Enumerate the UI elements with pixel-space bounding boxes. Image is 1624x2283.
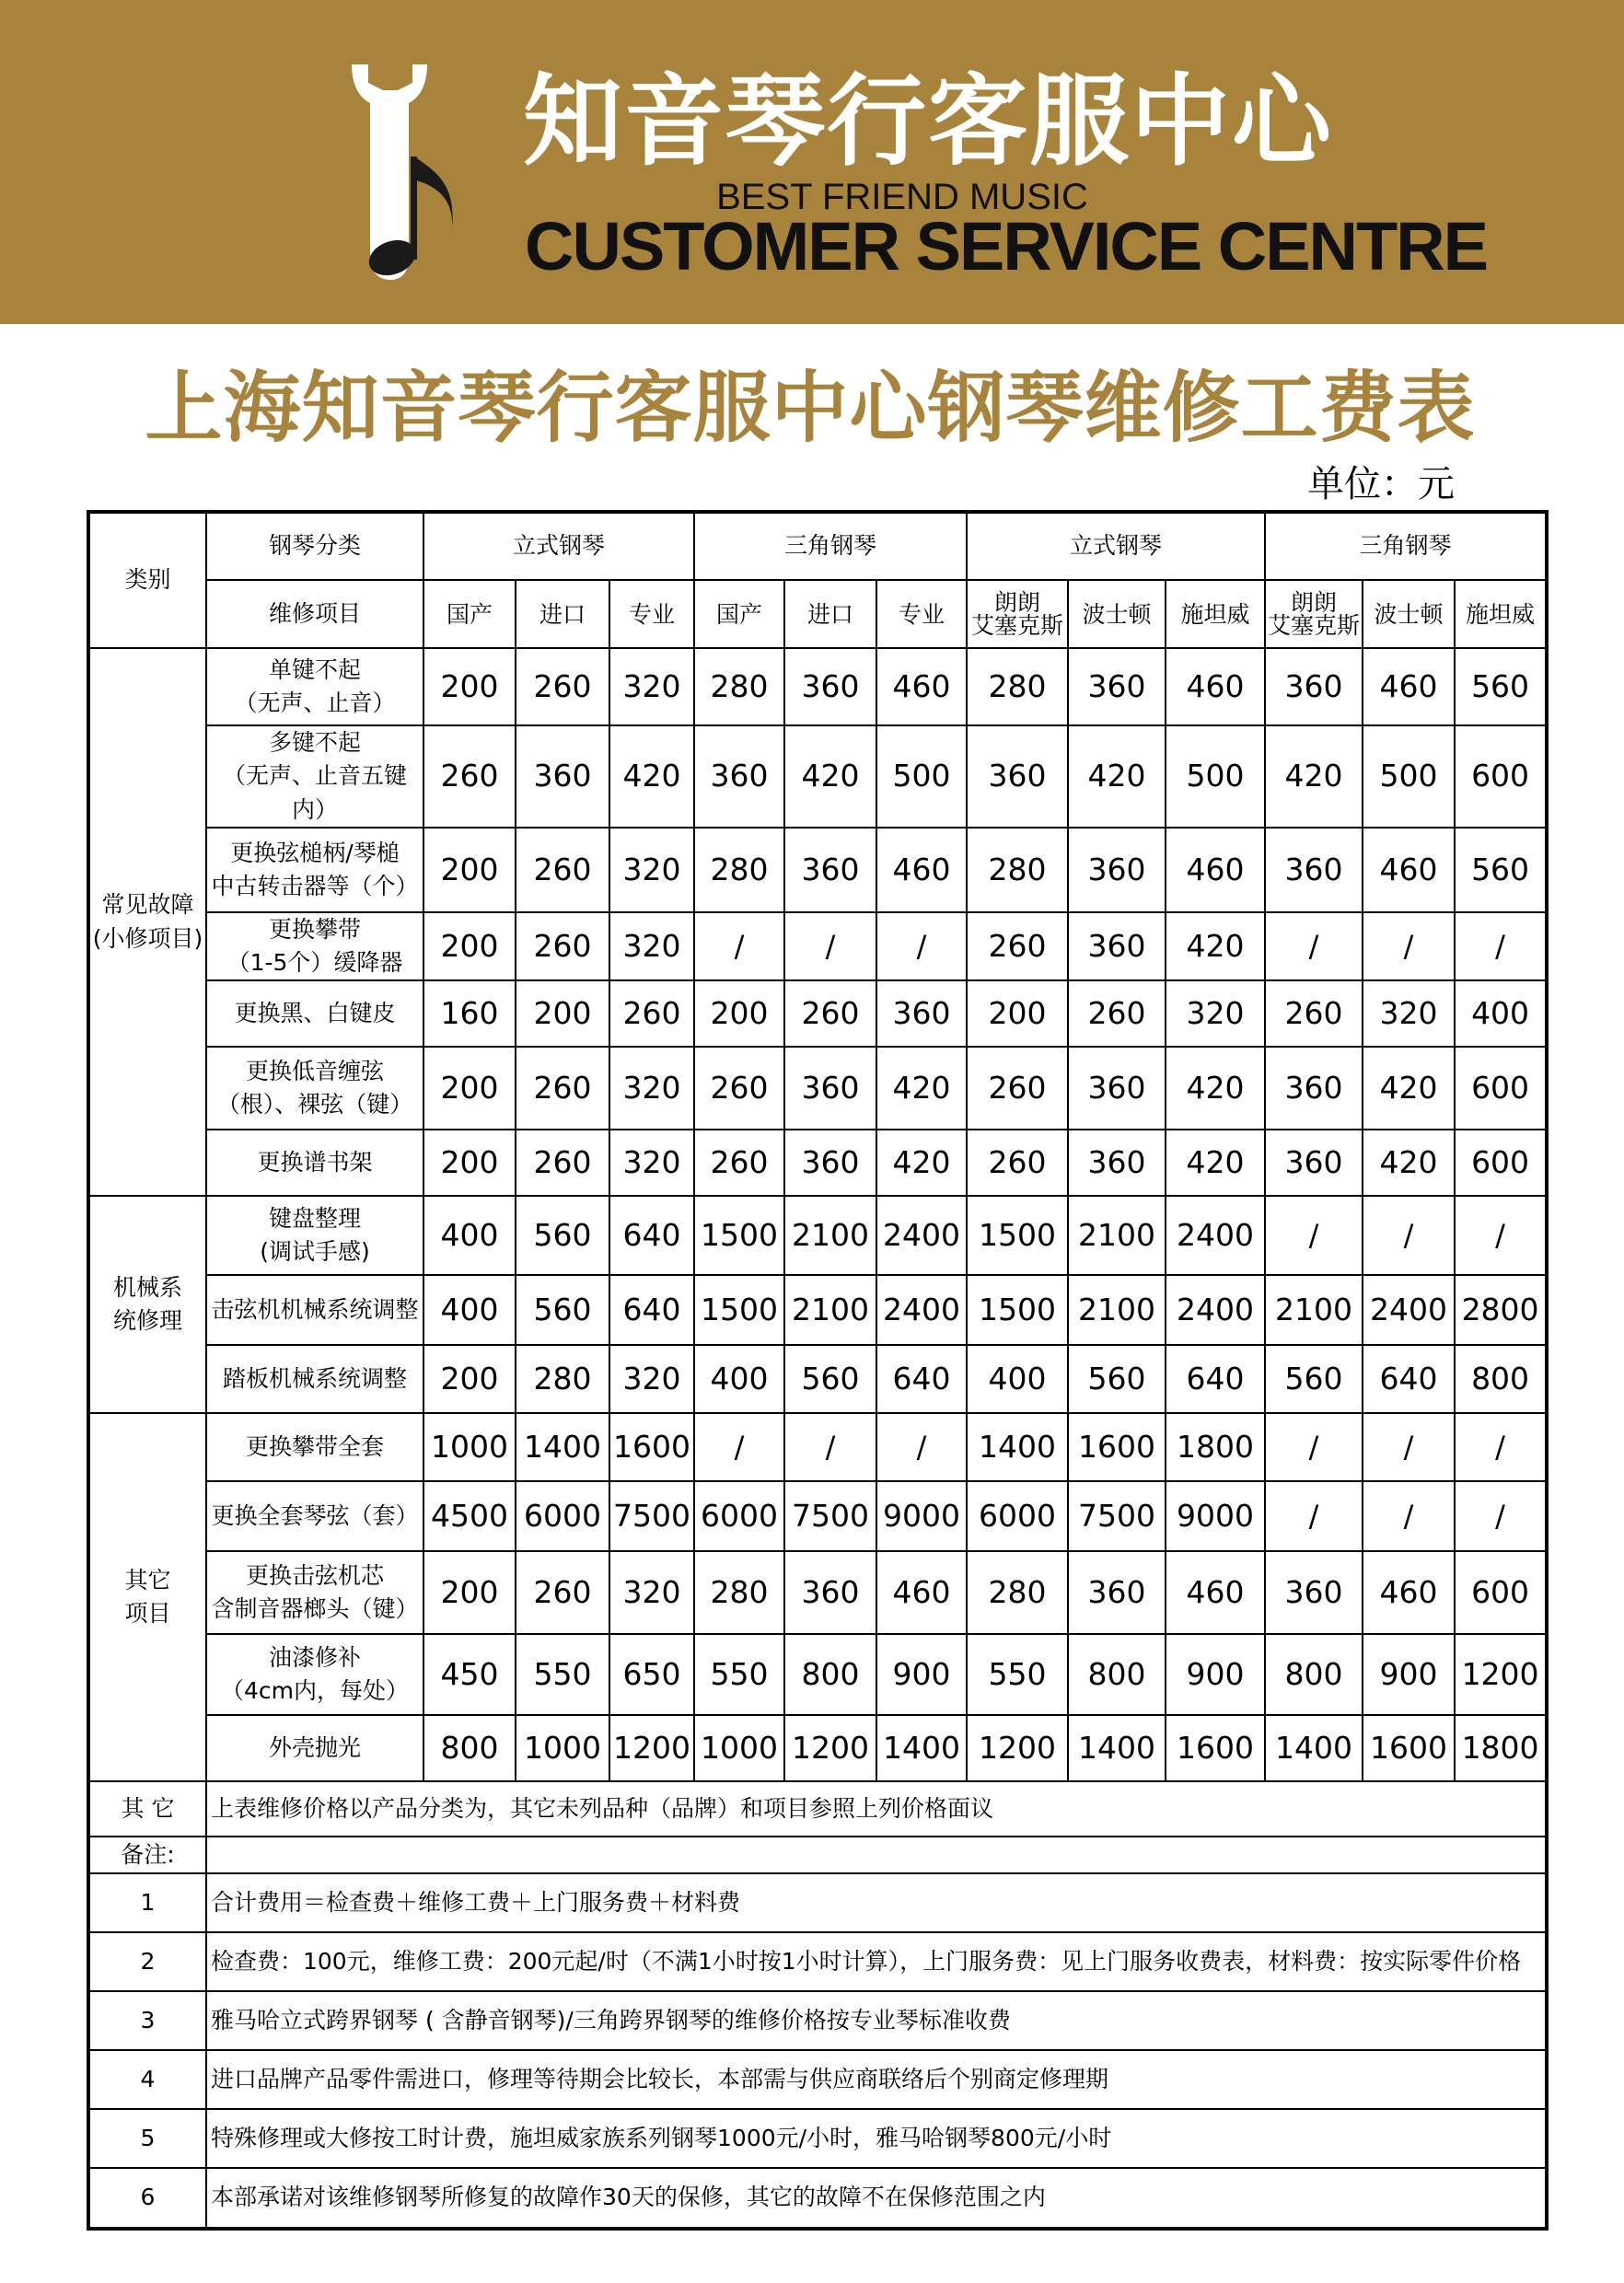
price-cell: 420 <box>1265 725 1363 828</box>
price-cell: 320 <box>609 648 694 725</box>
price-cell: 360 <box>784 1130 876 1196</box>
unit-label: 单位：元 <box>1307 463 1455 505</box>
price-cell: 460 <box>1166 1551 1265 1634</box>
table-row <box>88 2109 1547 2168</box>
price-cell: 200 <box>423 1130 516 1196</box>
price-cell: 6000 <box>516 1481 609 1551</box>
price-cell: 800 <box>423 1715 516 1781</box>
remarks-label: 备注: <box>88 1837 206 1873</box>
price-cell: 400 <box>423 1196 516 1275</box>
price-cell: 1200 <box>609 1715 694 1781</box>
price-cell: 640 <box>1166 1345 1265 1413</box>
table-row <box>88 1196 1547 1275</box>
note-number: 4 <box>88 2050 206 2109</box>
note-text: 特殊修理或大修按工时计费，施坦威家族系列钢琴1000元/小时，雅马哈钢琴800元/小时 <box>206 2109 1547 2168</box>
table-row <box>88 1634 1547 1715</box>
price-cell: 900 <box>1166 1634 1265 1715</box>
price-cell: 560 <box>1455 648 1547 725</box>
price-cell: 360 <box>784 1047 876 1130</box>
price-cell: 9000 <box>1166 1481 1265 1551</box>
price-cell: 260 <box>609 980 694 1047</box>
price-cell: 1500 <box>967 1275 1068 1345</box>
price-cell: 260 <box>516 1551 609 1634</box>
price-cell: 1400 <box>876 1715 967 1781</box>
repair-item-label: 更换谱书架 <box>206 1130 423 1196</box>
price-cell: 1400 <box>1265 1715 1363 1781</box>
table-row <box>88 2168 1547 2229</box>
page-title: 上海知音琴行客服中心钢琴维修工费表 <box>145 363 1476 453</box>
price-cell: 360 <box>1265 1130 1363 1196</box>
repair-item-header: 维修项目 <box>206 580 423 648</box>
price-cell: 420 <box>1068 725 1166 828</box>
brand-english-line1: BEST FRIEND MUSIC <box>716 177 1088 217</box>
piano-group-header: 立式钢琴 <box>423 512 694 580</box>
price-cell: 1200 <box>967 1715 1068 1781</box>
brand-subheader: 波士顿 <box>1363 580 1455 648</box>
price-cell: 320 <box>609 1345 694 1413</box>
price-cell: 200 <box>967 980 1068 1047</box>
price-cell: 420 <box>1166 1047 1265 1130</box>
price-cell: / <box>1265 1196 1363 1275</box>
table-row <box>88 580 1547 648</box>
price-cell: 7500 <box>784 1481 876 1551</box>
price-cell: 2400 <box>876 1196 967 1275</box>
other-label: 其 它 <box>88 1781 206 1837</box>
price-cell: / <box>1363 912 1455 981</box>
price-cell: 2100 <box>784 1196 876 1275</box>
price-cell: / <box>1363 1196 1455 1275</box>
price-cell: 320 <box>1166 980 1265 1047</box>
price-cell: 1000 <box>516 1715 609 1781</box>
price-cell: 460 <box>1363 1551 1455 1634</box>
price-cell: 550 <box>694 1634 784 1715</box>
price-cell: / <box>1363 1413 1455 1481</box>
price-cell: 260 <box>1265 980 1363 1047</box>
table-row <box>88 1932 1547 1991</box>
price-cell: 260 <box>516 828 609 912</box>
price-cell: 400 <box>423 1275 516 1345</box>
price-cell: 1600 <box>1068 1413 1166 1481</box>
table-row <box>88 1047 1547 1130</box>
table-row <box>88 980 1547 1047</box>
price-cell: 460 <box>1166 828 1265 912</box>
price-cell: 800 <box>1068 1634 1166 1715</box>
repair-item-label: 更换黑、白键皮 <box>206 980 423 1047</box>
price-cell: 460 <box>1166 648 1265 725</box>
price-cell: 280 <box>694 648 784 725</box>
repair-item-label: 外壳抛光 <box>206 1715 423 1781</box>
brand-subheader: 朗朗 艾塞克斯 <box>1265 580 1363 648</box>
price-cell: 360 <box>1265 828 1363 912</box>
price-cell: 560 <box>1455 828 1547 912</box>
brand-subheader: 进口 <box>516 580 609 648</box>
category-column-header: 类别 <box>88 512 206 648</box>
price-cell: 360 <box>1068 1130 1166 1196</box>
note-text: 合计费用＝检查费＋维修工费＋上门服务费＋材料费 <box>206 1873 1547 1932</box>
price-cell: 320 <box>609 1551 694 1634</box>
price-cell: 500 <box>876 725 967 828</box>
table-row <box>88 1413 1547 1481</box>
price-cell: 560 <box>516 1275 609 1345</box>
price-cell: 200 <box>423 912 516 981</box>
price-cell: 1000 <box>694 1715 784 1781</box>
price-cell: 9000 <box>876 1481 967 1551</box>
price-cell: 260 <box>784 980 876 1047</box>
price-cell: 320 <box>609 912 694 981</box>
price-cell: 260 <box>694 1130 784 1196</box>
brand-subheader: 波士顿 <box>1068 580 1166 648</box>
price-cell: 360 <box>784 648 876 725</box>
price-cell: / <box>784 912 876 981</box>
price-cell: 280 <box>967 648 1068 725</box>
price-cell: 260 <box>967 1130 1068 1196</box>
table-row <box>88 648 1547 725</box>
price-cell: 1600 <box>609 1413 694 1481</box>
price-cell: 1500 <box>694 1275 784 1345</box>
price-cell: 360 <box>694 725 784 828</box>
price-cell: 360 <box>1265 648 1363 725</box>
table-row <box>88 1130 1547 1196</box>
price-cell: 2100 <box>1265 1275 1363 1345</box>
table-row <box>88 912 1547 981</box>
price-cell: 1500 <box>694 1196 784 1275</box>
price-cell: 360 <box>1068 828 1166 912</box>
brand-chinese-name: 知音琴行客服中心 <box>523 64 1334 180</box>
table-row <box>88 1481 1547 1551</box>
table-row <box>88 1873 1547 1932</box>
section-label: 其它 项目 <box>88 1413 206 1781</box>
price-cell: 320 <box>609 1130 694 1196</box>
table-row <box>88 1715 1547 1781</box>
price-cell: 7500 <box>609 1481 694 1551</box>
price-cell: 260 <box>967 1047 1068 1130</box>
other-text: 上表维修价格以产品分类为，其它未列品种（品牌）和项目参照上列价格面议 <box>206 1781 1547 1837</box>
price-cell: / <box>1265 1413 1363 1481</box>
price-cell: 6000 <box>967 1481 1068 1551</box>
price-cell: 400 <box>967 1345 1068 1413</box>
price-cell: 6000 <box>694 1481 784 1551</box>
repair-item-label: 单键不起 （无声、止音） <box>206 648 423 725</box>
price-cell: 200 <box>694 980 784 1047</box>
piano-group-header: 三角钢琴 <box>1265 512 1547 580</box>
price-cell: 420 <box>1363 1047 1455 1130</box>
price-cell: 1800 <box>1455 1715 1547 1781</box>
price-cell: 460 <box>876 648 967 725</box>
repair-item-label: 更换低音缠弦 （根）、裸弦（键） <box>206 1047 423 1130</box>
price-cell: 280 <box>694 828 784 912</box>
price-cell: 1400 <box>516 1413 609 1481</box>
price-cell: 420 <box>1166 1130 1265 1196</box>
price-cell: 320 <box>609 1047 694 1130</box>
price-cell: 280 <box>694 1551 784 1634</box>
price-cell: 560 <box>1068 1345 1166 1413</box>
table-row <box>88 512 1547 580</box>
price-table <box>87 510 1549 2231</box>
price-cell: 360 <box>967 725 1068 828</box>
brand-subheader: 施坦威 <box>1166 580 1265 648</box>
brand-subheader: 专业 <box>876 580 967 648</box>
price-cell: 420 <box>784 725 876 828</box>
piano-group-header: 立式钢琴 <box>967 512 1265 580</box>
price-cell: 1000 <box>423 1413 516 1481</box>
note-number: 3 <box>88 1991 206 2050</box>
price-cell: 420 <box>876 1130 967 1196</box>
wrench-music-note-icon <box>342 57 471 287</box>
price-cell: 260 <box>516 912 609 981</box>
table-row <box>88 1275 1547 1345</box>
price-cell: 320 <box>1363 980 1455 1047</box>
price-cell: 900 <box>1363 1634 1455 1715</box>
repair-item-label: 更换攀带 （1-5个）缓降器 <box>206 912 423 981</box>
price-cell: 360 <box>1265 1047 1363 1130</box>
price-cell: 260 <box>516 1047 609 1130</box>
price-cell: 280 <box>967 1551 1068 1634</box>
price-cell: / <box>694 1413 784 1481</box>
price-cell: 2800 <box>1455 1275 1547 1345</box>
price-cell: 2400 <box>1363 1275 1455 1345</box>
price-cell: 2100 <box>1068 1196 1166 1275</box>
brand-subheader: 进口 <box>784 580 876 648</box>
price-cell: 1400 <box>1068 1715 1166 1781</box>
price-cell: 800 <box>784 1634 876 1715</box>
price-cell: 1200 <box>1455 1634 1547 1715</box>
price-cell: 360 <box>1068 1551 1166 1634</box>
section-label: 机械系 统修理 <box>88 1196 206 1413</box>
price-cell: 1200 <box>784 1715 876 1781</box>
repair-item-label: 踏板机械系统调整 <box>206 1345 423 1413</box>
table-row <box>88 1551 1547 1634</box>
header-banner <box>0 0 1624 324</box>
price-cell: 640 <box>1363 1345 1455 1413</box>
price-cell: 560 <box>1265 1345 1363 1413</box>
note-text: 雅马哈立式跨界钢琴 ( 含静音钢琴)/三角跨界钢琴的维修价格按专业琴标准收费 <box>206 1991 1547 2050</box>
price-cell: 200 <box>516 980 609 1047</box>
brand-subheader: 施坦威 <box>1455 580 1547 648</box>
brand-subheader: 专业 <box>609 580 694 648</box>
price-cell: 200 <box>423 1047 516 1130</box>
price-cell: 360 <box>784 828 876 912</box>
section-label: 常见故障 (小修项目) <box>88 648 206 1196</box>
price-cell: 500 <box>1166 725 1265 828</box>
price-cell: 460 <box>876 828 967 912</box>
price-cell: 450 <box>423 1634 516 1715</box>
price-cell: 360 <box>1068 1047 1166 1130</box>
price-cell: 600 <box>1455 725 1547 828</box>
piano-group-header: 三角钢琴 <box>694 512 967 580</box>
price-cell: 2400 <box>1166 1196 1265 1275</box>
brand-english-line2: CUSTOMER SERVICE CENTRE <box>525 208 1487 284</box>
repair-item-label: 更换弦槌柄/琴槌 中古转击器等（个） <box>206 828 423 912</box>
price-cell: 460 <box>1363 828 1455 912</box>
note-number: 2 <box>88 1932 206 1991</box>
price-cell: 460 <box>876 1551 967 1634</box>
table-row <box>88 1781 1547 1837</box>
price-cell: / <box>784 1413 876 1481</box>
note-number: 6 <box>88 2168 206 2229</box>
note-number: 5 <box>88 2109 206 2168</box>
price-cell: 260 <box>694 1047 784 1130</box>
price-cell: / <box>1455 1196 1547 1275</box>
price-cell: 260 <box>516 648 609 725</box>
price-cell: 360 <box>1265 1551 1363 1634</box>
price-cell: / <box>1455 1481 1547 1551</box>
table-row <box>88 725 1547 828</box>
price-cell: 500 <box>1363 725 1455 828</box>
price-cell: 260 <box>516 1130 609 1196</box>
table-row <box>88 1345 1547 1413</box>
price-cell: 160 <box>423 980 516 1047</box>
price-cell: 360 <box>516 725 609 828</box>
brand-subheader: 国产 <box>423 580 516 648</box>
price-cell: 360 <box>876 980 967 1047</box>
price-cell: 560 <box>784 1345 876 1413</box>
price-cell: 420 <box>1166 912 1265 981</box>
price-cell: 1600 <box>1363 1715 1455 1781</box>
price-cell: 800 <box>1455 1345 1547 1413</box>
price-cell: 600 <box>1455 1130 1547 1196</box>
price-cell: 640 <box>876 1345 967 1413</box>
note-text: 本部承诺对该维修钢琴所修复的故障作30天的保修，其它的故障不在保修范围之内 <box>206 2168 1547 2229</box>
price-cell: 640 <box>609 1196 694 1275</box>
repair-item-label: 多键不起 （无声、止音五键内） <box>206 725 423 828</box>
repair-item-label: 更换攀带全套 <box>206 1413 423 1481</box>
price-cell: 280 <box>967 828 1068 912</box>
price-cell: 1400 <box>967 1413 1068 1481</box>
price-cell: 320 <box>609 828 694 912</box>
price-cell: 360 <box>784 1551 876 1634</box>
price-cell: 2100 <box>1068 1275 1166 1345</box>
repair-item-label: 更换击弦机芯 含制音器榔头（键） <box>206 1551 423 1634</box>
price-cell: 200 <box>423 1551 516 1634</box>
note-text: 检查费：100元，维修工费：200元起/时（不满1小时按1小时计算），上门服务费：见上门服务收费表，材料费：按实际零件价格 <box>206 1932 1547 1991</box>
price-cell: 280 <box>516 1345 609 1413</box>
brand-subheader: 朗朗 艾塞克斯 <box>967 580 1068 648</box>
price-cell: / <box>876 1413 967 1481</box>
price-cell: 900 <box>876 1634 967 1715</box>
brand-subheader: 国产 <box>694 580 784 648</box>
price-cell: 360 <box>1068 648 1166 725</box>
price-cell: 400 <box>1455 980 1547 1047</box>
price-cell: 1600 <box>1166 1715 1265 1781</box>
price-cell: 2400 <box>1166 1275 1265 1345</box>
price-cell: 1800 <box>1166 1413 1265 1481</box>
price-cell: / <box>694 912 784 981</box>
price-cell: 800 <box>1265 1634 1363 1715</box>
table-row <box>88 828 1547 912</box>
price-cell: 420 <box>876 1047 967 1130</box>
table-row <box>88 1837 1547 1873</box>
price-cell: 1500 <box>967 1196 1068 1275</box>
price-cell: / <box>1455 1413 1547 1481</box>
repair-item-label: 更换全套琴弦（套） <box>206 1481 423 1551</box>
price-cell: 260 <box>967 912 1068 981</box>
price-cell: 360 <box>1068 912 1166 981</box>
price-cell: / <box>1265 912 1363 981</box>
table-row <box>88 1991 1547 2050</box>
note-number: 1 <box>88 1873 206 1932</box>
price-cell: 640 <box>609 1275 694 1345</box>
price-cell: 200 <box>423 828 516 912</box>
price-cell: / <box>876 912 967 981</box>
note-text: 进口品牌产品零件需进口，修理等待期会比较长，本部需与供应商联络后个别商定修理期 <box>206 2050 1547 2109</box>
price-cell: 550 <box>516 1634 609 1715</box>
price-cell: 7500 <box>1068 1481 1166 1551</box>
price-cell: / <box>1265 1481 1363 1551</box>
price-cell: 600 <box>1455 1047 1547 1130</box>
price-cell: 650 <box>609 1634 694 1715</box>
remarks-spacer <box>206 1837 1547 1873</box>
price-cell: 420 <box>609 725 694 828</box>
repair-item-label: 击弦机机械系统调整 <box>206 1275 423 1345</box>
price-cell: 420 <box>1363 1130 1455 1196</box>
price-cell: 260 <box>423 725 516 828</box>
price-cell: 560 <box>516 1196 609 1275</box>
price-cell: 600 <box>1455 1551 1547 1634</box>
repair-item-label: 键盘整理 (调试手感) <box>206 1196 423 1275</box>
price-cell: 200 <box>423 648 516 725</box>
price-cell: / <box>1363 1481 1455 1551</box>
repair-item-label: 油漆修补 （4cm内，每处） <box>206 1634 423 1715</box>
price-cell: 4500 <box>423 1481 516 1551</box>
table-row <box>88 2050 1547 2109</box>
price-cell: 2400 <box>876 1275 967 1345</box>
price-cell: 260 <box>1068 980 1166 1047</box>
piano-category-header: 钢琴分类 <box>206 512 423 580</box>
price-cell: 400 <box>694 1345 784 1413</box>
price-cell: / <box>1455 912 1547 981</box>
price-cell: 460 <box>1363 648 1455 725</box>
price-cell: 2100 <box>784 1275 876 1345</box>
price-cell: 550 <box>967 1634 1068 1715</box>
price-cell: 200 <box>423 1345 516 1413</box>
